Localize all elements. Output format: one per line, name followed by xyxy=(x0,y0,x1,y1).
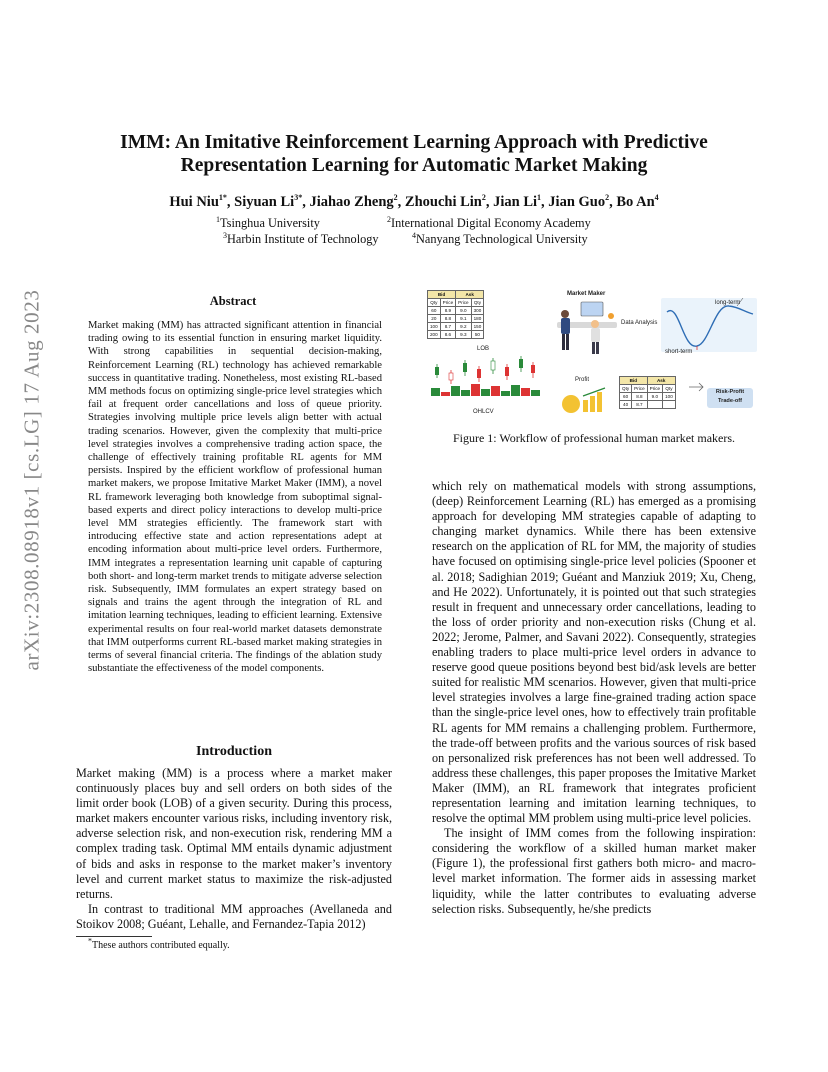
short-term-label: short-term xyxy=(665,349,693,355)
profit-label: Profit xyxy=(575,377,590,383)
author-affiliation-mark: 1 xyxy=(537,193,542,203)
introduction-heading: Introduction xyxy=(196,744,272,759)
abstract-body: Market making (MM) has attracted significant attention in financial trading owing to its essential function in ensuring market liquidity. With strong capabilities in sequential decision-making, Reinforcement Learning (RL) technology has achieved remarkable success in quantitative trading. Nonetheless, most existing RL-based MM methods focus on optimizing single-price level strategies which fail at frequent order cancellations and loss of queue priority. Strategies involving multiple price levels align better with actual trading scenarios. However, given the complexity that multi-price level strategies involves a comprehensive trading action space, the challenge of effectively training profitable RL agents for MM persists. Inspired by the efficient workflow of professional human market makers, we propose Imitative Market Maker (IMM), a novel RL framework leveraging both knowledge from suboptimal signal-based experts and direct policy interactions to develop multi-price level MM strategies efficiently. The framework start with introducing effective state and action representations adept at encoding information about multi-price level orders. Furthermore, IMM integrates a representation learning unit capable of capturing both short- and long-term market trends to mitigate adverse selection risk. Subsequently, IMM formulates an expert strategy based on signals and trains the agent through the integration of RL and imitation learning techniques, leading to efficient learning. Extensive experimental results on four real-world market datasets demonstrate that IMM outperforms current RL-based market making strategies in terms of several financial criteria. The findings of the ablation study substantiate the effectiveness of the model components. xyxy=(88,320,382,675)
arxiv-id: arXiv:2308.08918v1 [cs.LG] 17 Aug 2023 xyxy=(19,289,44,671)
author-affiliation-mark: 3* xyxy=(294,193,303,203)
profit-coins-illustration xyxy=(561,386,613,416)
long-term-label: long-term xyxy=(715,300,741,306)
figure-1 xyxy=(425,288,765,423)
author-name: Jian Guo xyxy=(548,194,606,210)
author-name: Zhouchi Lin xyxy=(404,194,482,210)
author-name: Hui Niu xyxy=(169,194,219,210)
col2-paragraph-2: The insight of IMM comes from the following inspiration: considering the workflow of a skilled human market maker (Figure 1), the professional first gathers both micro- and macro-level market information. The former aids in assessing market liquidity, while the latter contributes to evaluating adverse selection risks. Subsequently, he/she predicts xyxy=(432,826,756,916)
introduction-col1 xyxy=(76,766,392,932)
author-affiliation-mark: 2 xyxy=(605,193,610,203)
author-name: Siyuan Li xyxy=(234,194,295,210)
risk-profit-box: Risk-Profit Trade-off xyxy=(707,388,753,408)
author-name: Jian Li xyxy=(493,194,538,210)
data-analysis-label: Data Analysis xyxy=(621,320,658,326)
market-maker-label: Market Maker xyxy=(567,291,606,297)
author-list: Hui Niu$^{1*}$, Siyuan $Li^{3*}$, Jiahao Zheng$^2$, Zhouchi Lin$^2$, Jian Li$^1$, Jian Guo$^2$, Bo An$^4$ xyxy=(169,193,659,210)
intro-paragraph-1: Market making (MM) is a process where a market maker continuously places buy and sell orders on both sides of the limit order book (LOB) of a given security. During this process, market makers encounter various risks, including inventory risk, adverse selection risk, and non-execution risk, rendering MM a complex trading task. Optimal MM entails dynamic adjustment of bids and asks in response to the market maker’s inventory level and current market status to maximize the risk-adjusted returns. xyxy=(76,766,392,901)
intro-paragraph-2: In contrast to traditional MM approaches (Avellaneda and Stoikov 2008; Guéant, Lehalle, and Fernandez-Tapia 2012) xyxy=(76,901,392,931)
author-affiliation-mark: 4 xyxy=(654,193,659,203)
author-name: Bo An xyxy=(616,194,655,210)
affiliation-line-1: $^1$Tsinghua University xyxy=(216,214,320,230)
figure-1-caption: Figure 1: Workflow of professional human market makers. xyxy=(452,431,736,445)
order-table: Bid Ask Qty Price Price Qty 60 8.8 9.0 100 40 8.7 xyxy=(619,376,676,409)
market-maker-people-illustration xyxy=(555,300,625,358)
volume-bars xyxy=(431,384,540,396)
ohlcv-label: OHLCV xyxy=(473,409,494,415)
paper-title: IMM: An Imitative Reinforcement Learning Approach with Predictive Representation Learning for Automatic Market Making xyxy=(120,132,708,176)
author-affiliation-mark: 1* xyxy=(218,193,227,203)
lob-label: LOB xyxy=(477,346,490,352)
lob-table: Bid Ask Qty Price Price Qty 60 8.9 9.0 300 20 8.8 9.1 180 100 8.7 9.2 150 200 8.6 9.3 50 xyxy=(427,290,484,339)
author-name: Jiahao Zheng xyxy=(309,194,394,210)
footnote: *These authors contributed equally. xyxy=(88,936,230,951)
candlesticks xyxy=(435,356,535,384)
affiliation-line-4: $^4$Nanyang Technological University xyxy=(412,230,588,246)
author-affiliation-mark: 2 xyxy=(481,193,486,203)
introduction-col2 xyxy=(432,479,756,917)
author-affiliation-mark: 2 xyxy=(393,193,398,203)
ohlcv-chart xyxy=(429,356,541,408)
abstract-heading: Abstract xyxy=(209,294,257,308)
col2-paragraph-1: which rely on mathematical models with strong assumptions, (deep) Reinforcement Learning (RL) has emerged as a promising approach for developing MM strategies capable of adapting to changing market dynamics. While there has been extensive research on the application of RL for MM, the majority of studies have focused on optimising single-price level policies (Spooner et al. 2018; Sadighian 2019; Guéant and Manziuk 2019; Xu, Cheng, and He 2022). Unfortunately, it is pointed out that such strategies result in frequent and unnecessary order cancellations, leading to the loss of order priority and non-execution risks (Chung et al. 2022; Jerome, Palmer, and Savani 2022). Consequently, strategies enabling traders to place multi-price level orders in advance to reserve good queue positions beyond best bid/ask levels are better suited for realistic MM scenarios. However, given that multi-price level strategies involves a large fine-grained trading action space than the single-price level ones, how to effectively train profitable RL agents for MM remains a challenging problem. Furthermore, the trade-off between profits and the various sources of risk based on personalized risk preferences has not been well addressed. To address these challenges, this paper proposes the Imitative Market Maker (IMM), an RL framework that integrates proficient representation learning and imitation learning techniques, to resolve the optimal MM problem using multi-price level policies. xyxy=(432,479,756,826)
arrow-to-risk-box xyxy=(687,380,707,394)
arxiv-sidebar-stamp xyxy=(12,280,52,680)
affiliation-line-3: $^3$Harbin Institute of Technology xyxy=(223,230,379,246)
affiliation-line-2: $^2$International Digital Economy Academy xyxy=(387,214,591,230)
